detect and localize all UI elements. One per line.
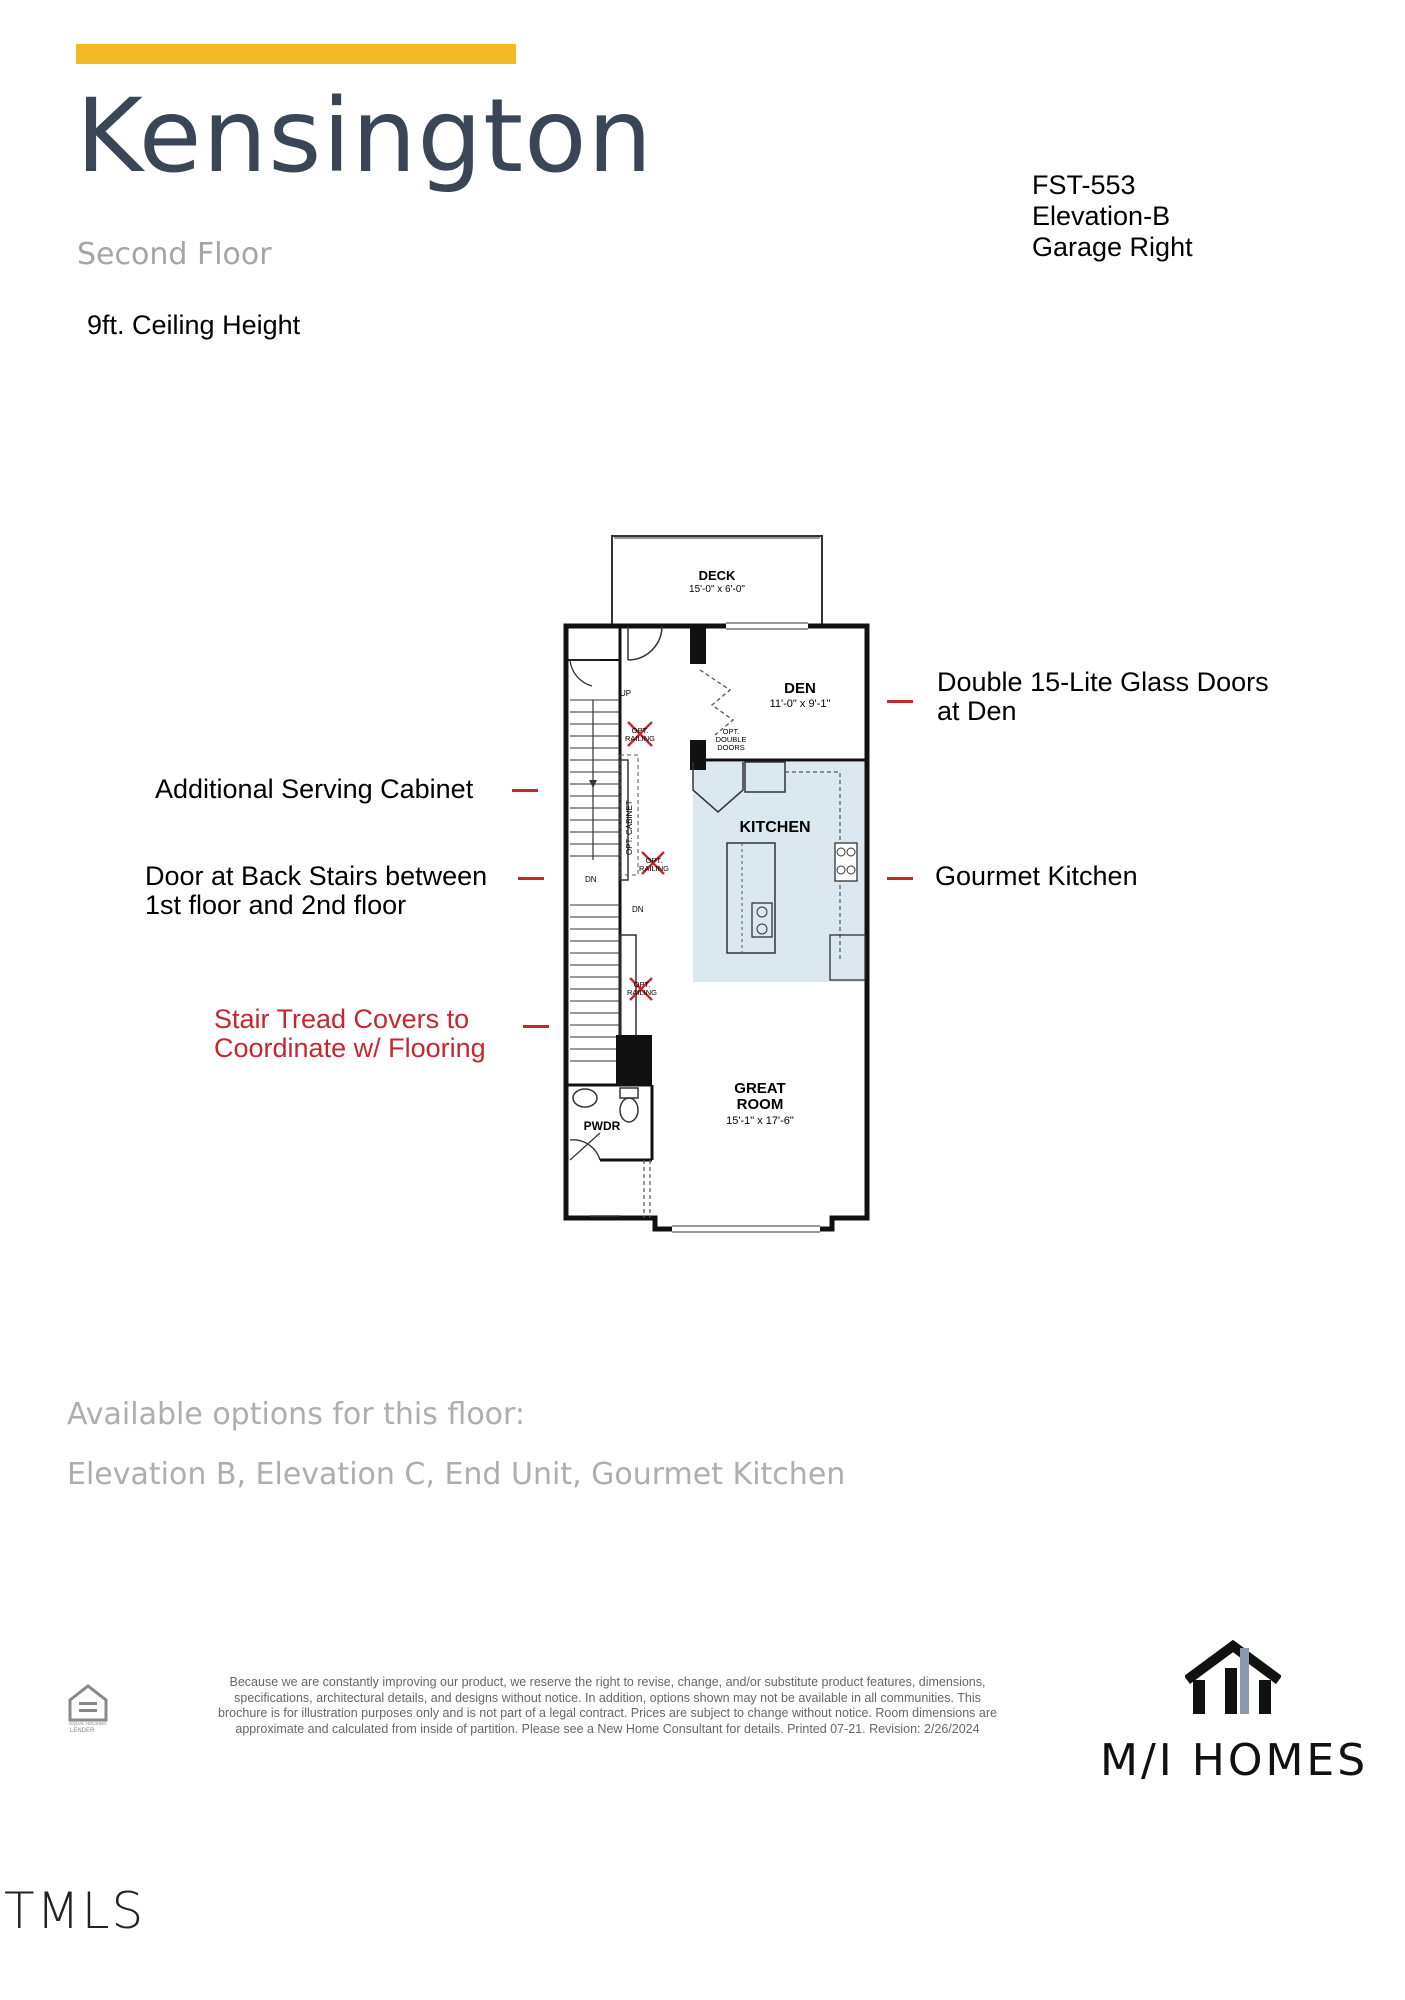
opt-double-doors-label: DOUBLE [715, 735, 747, 744]
legal-disclaimer: Because we are constantly improving our product, we reserve the right to revise, change, and/or substitute product features, dimensions, specifications, architectural details, and designs without notice. In addition, options shown may not be available in all communities. This brochure is for illustration purposes only and is not part of a legal contract. Prices are subject to change without notice. Room dimensions are approximate and calculated from inside of partition. Please see a New Home Consultant for details. Printed 07-21. Revision: 2/26/2024 [218, 1675, 997, 1736]
great-room-dims: 15'-1" x 17'-6" [726, 1115, 794, 1127]
callout-line: at Den [937, 696, 1017, 726]
stair-down-label: DN [585, 875, 597, 884]
page-title: Kensington [76, 77, 654, 196]
tmls-watermark: TMLS [4, 1882, 146, 1940]
plan-code-line: Garage Right [1032, 232, 1193, 262]
plan-code-line: Elevation-B [1032, 201, 1171, 231]
plan-code-line: FST-553 [1032, 170, 1136, 200]
mi-homes-house-icon [1185, 1640, 1281, 1720]
opt-double-doors-label: DOORS [717, 743, 745, 752]
callout-line: Double 15-Lite Glass Doors [937, 667, 1269, 697]
railing-label: OPT. [633, 980, 651, 989]
callout-line: 1st floor and 2nd floor [145, 890, 407, 920]
equal-housing-icon [64, 1680, 112, 1728]
options-list: Elevation B, Elevation C, End Unit, Gourmet Kitchen [67, 1457, 846, 1492]
callout-line: Additional Serving Cabinet [155, 774, 474, 804]
railing-label: RAILING [626, 988, 658, 997]
callout-line: Stair Tread Covers to [214, 1004, 470, 1034]
deck-label: DECK [698, 568, 736, 583]
ceiling-height: 9ft. Ceiling Height [87, 310, 301, 340]
den-label: DEN [784, 680, 816, 697]
equal-housing-sub: LENDER [70, 1728, 95, 1734]
callout-line: Gourmet Kitchen [935, 861, 1138, 891]
great-room-label: GREAT [734, 1080, 786, 1097]
floor-subtitle: Second Floor [77, 237, 272, 272]
railing-label: OPT. [645, 856, 663, 865]
callout-line: Coordinate w/ Flooring [214, 1033, 486, 1063]
railing-label: OPT. [631, 726, 649, 735]
callout-line: Door at Back Stairs between [145, 861, 488, 891]
opt-cabinet-label: OPT. CABINET [625, 800, 634, 855]
kitchen-label: KITCHEN [739, 819, 811, 836]
great-room-label: ROOM [736, 1096, 784, 1113]
options-heading: Available options for this floor: [67, 1397, 525, 1432]
stair-up-label: UP [620, 689, 632, 698]
opt-double-doors-label: OPT. [722, 727, 740, 736]
deck-dims: 15'-0" x 6'-0" [689, 584, 745, 595]
stair-down-label: DN [632, 905, 644, 914]
pwdr-label: PWDR [583, 1119, 621, 1133]
den-dims: 11'-0" x 9'-1" [769, 698, 831, 710]
mi-homes-logo: M/I HOMES [1100, 1735, 1369, 1786]
railing-label: RAILING [624, 734, 656, 743]
equal-housing-text: EQUAL HOUSING [69, 1721, 107, 1726]
railing-label: RAILING [638, 864, 670, 873]
